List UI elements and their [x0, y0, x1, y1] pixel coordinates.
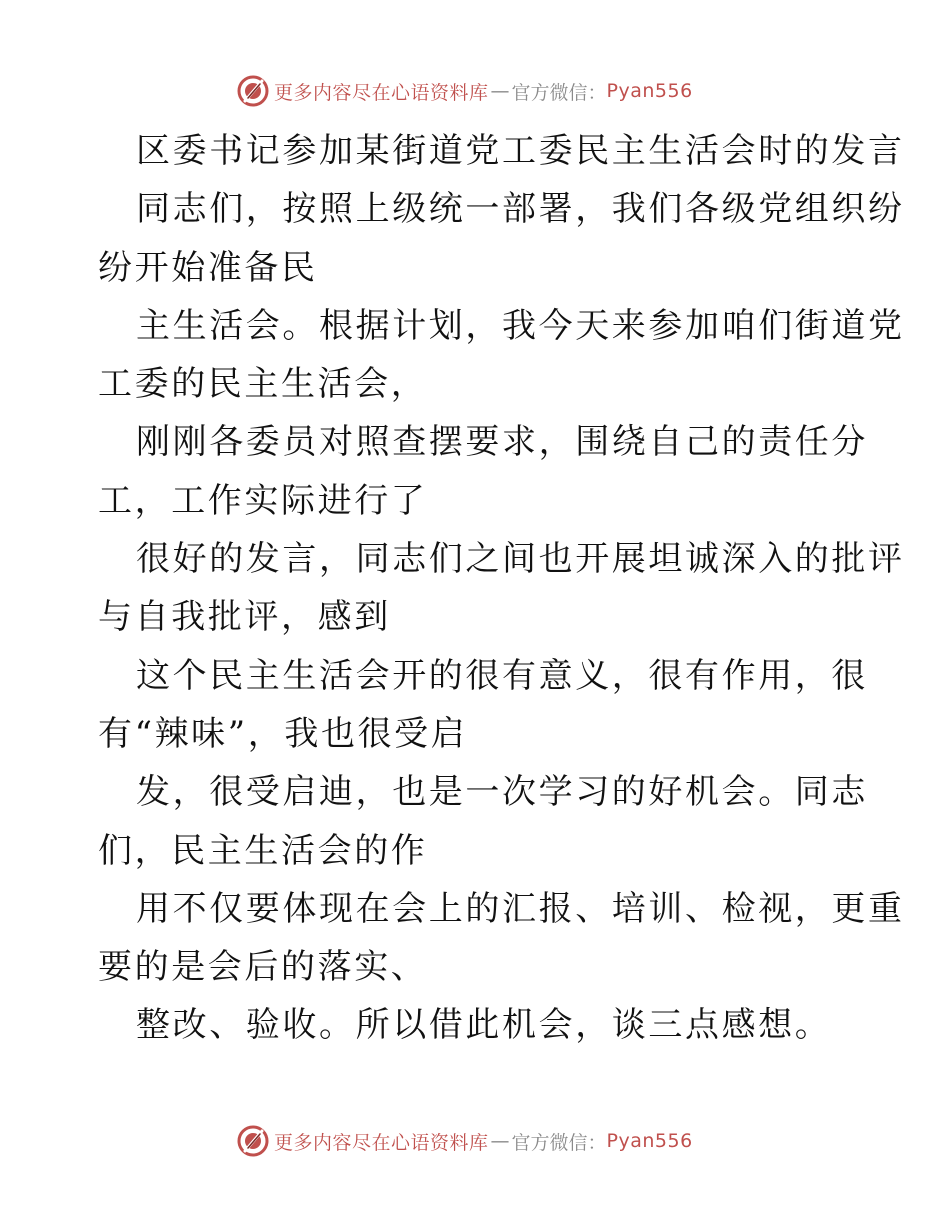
- body-line: 用不仅要体现在会上的汇报、培训、检视，更重: [136, 888, 905, 929]
- body-line: 发，很受启迪，也是一次学习的好机会。同志: [136, 772, 868, 813]
- document-title: 区委书记参加某街道党工委民主生活会时的发言: [136, 131, 905, 171]
- header-watermark: [236, 74, 693, 108]
- watermark-wechat-label: 官方微信：: [511, 81, 607, 104]
- body-line: 纷开始准备民: [98, 247, 318, 288]
- body-line: 很好的发言，同志们之间也开展坦诚深入的批评: [136, 539, 905, 580]
- body-line: 们，民主生活会的作: [98, 830, 428, 871]
- body-line: 同志们，按照上级统一部署，我们各级党组织纷: [136, 189, 905, 230]
- body-line: 有“辣味”，我也很受启: [98, 713, 468, 754]
- body-line: 要的是会后的落实、: [98, 947, 428, 988]
- watermark-site-text: 更多内容尽在心语资料库: [274, 1131, 489, 1154]
- body-line: 主生活会。根据计划，我今天来参加咱们街道党: [136, 305, 905, 346]
- watermark-wechat-label: 官方微信：: [511, 1131, 607, 1154]
- watermark-wechat-id: Pyan556: [606, 1130, 693, 1152]
- body-line: 刚刚各委员对照查摆要求，围绕自己的责任分: [136, 422, 868, 463]
- body-line: 这个民主生活会开的很有意义，很有作用，很: [136, 655, 868, 696]
- watermark-separator: —: [490, 1130, 510, 1152]
- watermark-site-text: 更多内容尽在心语资料库: [274, 81, 489, 104]
- body-line: 工委的民主生活会，: [98, 364, 428, 405]
- footer-watermark: [236, 1124, 693, 1158]
- document-body: [98, 122, 905, 1055]
- brand-logo-icon: [236, 74, 270, 108]
- watermark-separator: —: [490, 80, 510, 102]
- body-line: 与自我批评，感到: [98, 597, 391, 638]
- body-line: 整改、验收。所以借此机会，谈三点感想。: [136, 1005, 832, 1046]
- brand-logo-icon: [236, 1124, 270, 1158]
- body-line: 工，工作实际进行了: [98, 480, 428, 521]
- watermark-wechat-id: Pyan556: [606, 80, 693, 102]
